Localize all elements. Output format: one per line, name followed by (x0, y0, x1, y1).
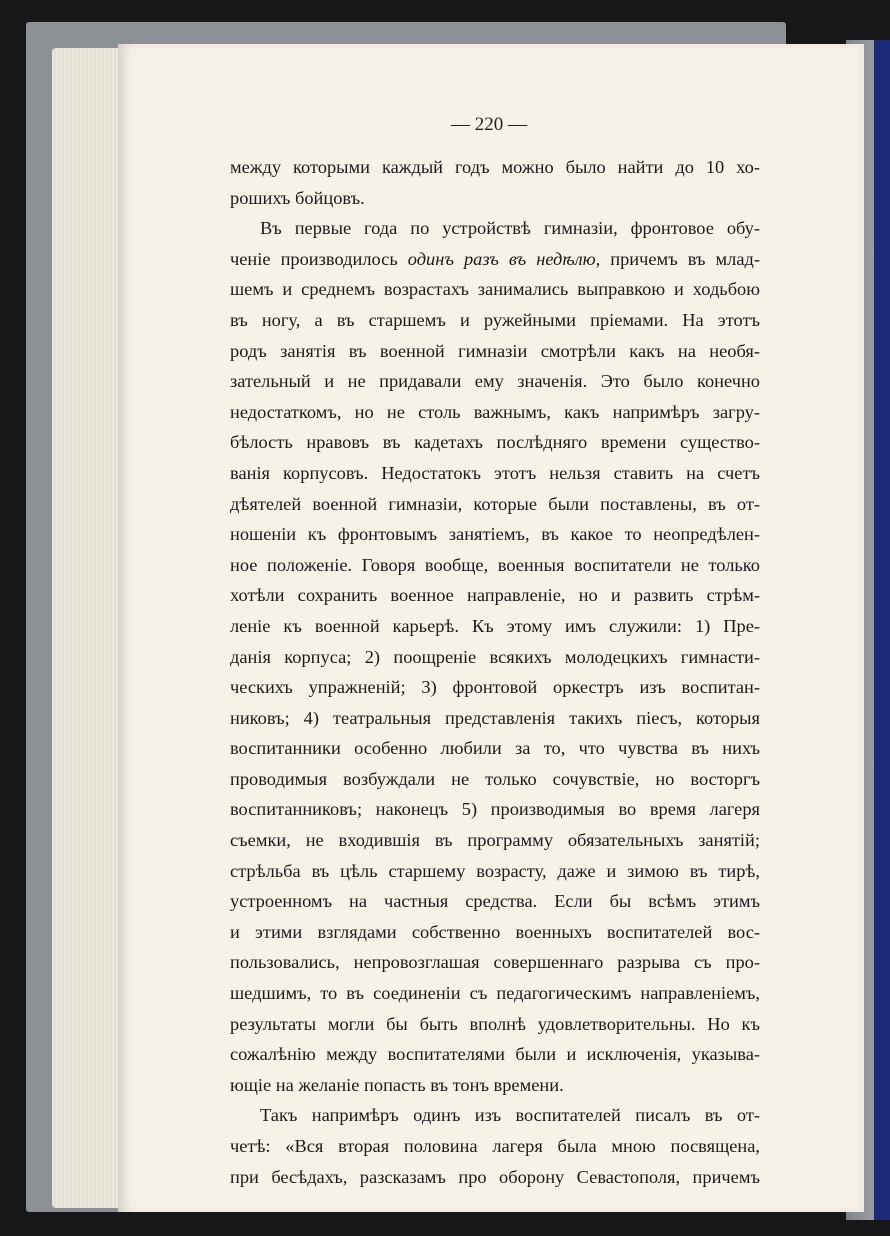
blue-board-edge (874, 40, 890, 1220)
facing-page-edge (858, 44, 864, 1212)
text-line: ное положеніе. Говоря вообще, военныя воспитатели не только (230, 554, 760, 575)
text-line: съемки, не входившія въ программу обязательныхъ занятій; (230, 830, 760, 851)
text-line: при бесѣдахъ, разсказамъ про оборону Севастополя, причемъ (230, 1166, 760, 1187)
text-line: недостаткомъ, но не столь важнымъ, какъ напримѣръ загру- (230, 401, 760, 422)
text-line: воспитанниковъ; наконецъ 5) производимыя во время лагеря (230, 799, 760, 820)
text-line: бѣлость нравовъ въ кадетахъ послѣдняго времени существо- (230, 432, 760, 453)
emphasized-text: одинъ разъ въ недѣлю (407, 248, 596, 269)
text-line: сожалѣнію между воспитателями были и исключенія, указыва- (230, 1044, 760, 1065)
text-line: рошихъ бойцовъ. (230, 187, 365, 208)
text-line: зательный и не придавали ему значенія. Это было конечно (230, 371, 760, 392)
text-line: проводимыя возбуждали не только сочувствіе, но восторгъ (230, 768, 760, 789)
text-line-mixed (230, 244, 760, 275)
text-line: устроенномъ на частныя средства. Если бы всѣмъ этимъ (230, 891, 760, 912)
text-line: шемъ и среднемъ возрастахъ занимались выправкою и ходьбою (230, 279, 760, 300)
text-line: ющіе на желаніе попасть въ тонъ времени. (230, 1074, 564, 1095)
text-line: стрѣльба въ цѣль старшему возрасту, даже и зимою въ тирѣ, (230, 860, 760, 881)
text-line: результаты могли бы быть вполнѣ удовлетворительны. Но къ (230, 1013, 760, 1034)
text-line: леніе къ военной карьерѣ. Къ этому имъ служили: 1) Пре- (230, 615, 760, 636)
text-line: никовъ; 4) театральныя представленія такихъ піесъ, которыя (230, 707, 760, 728)
text-line: въ ногу, а въ старшемъ и ружейными пріемами. На этотъ (230, 309, 760, 330)
text-line: ческихъ упражненій; 3) фронтовой оркестръ изъ воспитан- (230, 677, 760, 698)
page-number: — 220 — (451, 114, 527, 135)
text-line: Такъ напримѣръ одинъ изъ воспитателей писалъ въ от- (260, 1105, 760, 1126)
book-page (118, 44, 860, 1212)
text-line: ванія корпусовъ. Недостатокъ этотъ нельзя ставить на счетъ (230, 462, 760, 483)
text-line: хотѣли сохранить военное направленіе, но и развить стрѣм- (230, 585, 760, 606)
text-line: родъ занятія въ военной гимназіи смотрѣли какъ на необя- (230, 340, 760, 361)
text-line: между которыми каждый годъ можно было найти до 10 хо- (230, 157, 760, 177)
text-fragment: , причемъ въ млад- (595, 248, 760, 269)
body-text (230, 152, 760, 1192)
text-line: четѣ: «Вся вторая половина лагеря была мною посвящена, (230, 1136, 760, 1156)
text-line: дѣятелей военной гимназіи, которые были поставлены, въ от- (230, 493, 760, 514)
text-fragment: ченіе производилось (230, 248, 408, 269)
text-line: воспитанники особенно любили за то, что чувства въ нихъ (230, 738, 760, 759)
text-line: пользовались, непровозглашая совершеннаго разрыва съ про- (230, 952, 760, 973)
text-line: шедшимъ, то въ соединеніи съ педагогическимъ направленіемъ, (230, 983, 760, 1004)
text-line: данія корпуса; 2) поощреніе всякихъ молодецкихъ гимнасти- (230, 646, 760, 667)
text-line: Въ первые года по устройствѣ гимназіи, фронтовое обу- (260, 218, 760, 239)
text-line: ношеніи къ фронтовымъ занятіемъ, въ какое то неопредѣлен- (230, 524, 760, 545)
text-line: и этими взглядами собственно военныхъ воспитателей вос- (230, 921, 760, 942)
